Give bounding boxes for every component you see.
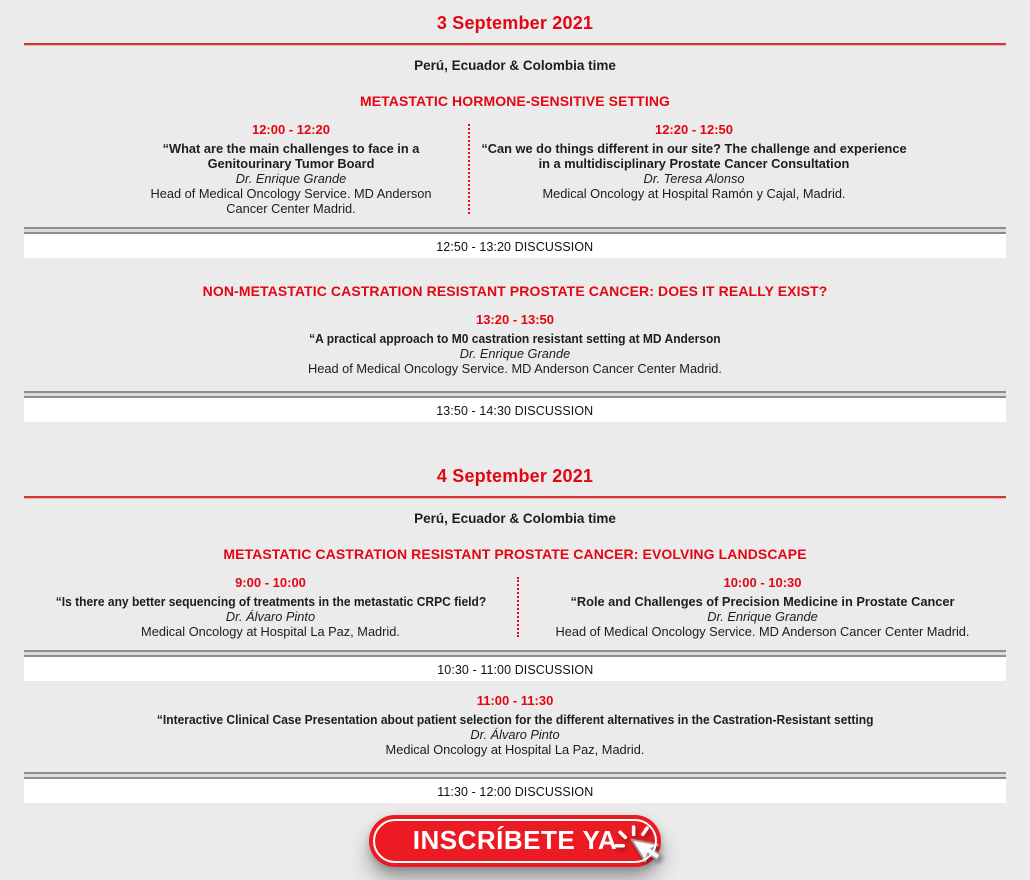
day1-session-row (24, 122, 1006, 216)
session-affiliation: Medical Oncology at Hospital La Paz, Madrid. (385, 742, 645, 757)
register-button-label: INSCRÍBETE YA (412, 824, 618, 855)
discussion-bar (0, 650, 1030, 681)
session-speaker: Dr. Teresa Alonso (643, 171, 745, 186)
day2-date-title: 4 September 2021 (436, 466, 594, 486)
session-affiliation: Head of Medical Oncology Service. MD Anderson Cancer Center Madrid. (308, 361, 722, 376)
session-time: 13:20 - 13:50 (475, 312, 555, 327)
session-speaker: Dr. Álvaro Pinto (470, 727, 560, 742)
session-title: “Can we do things different in our site? The challenge and experience in a multidisciplinary Prostate Cancer Consultation (481, 141, 907, 171)
session-time: 10:00 - 10:30 (723, 575, 802, 590)
discussion-label: 12:50 - 13:20 DISCUSSION (436, 238, 594, 254)
session-talk (0, 312, 1030, 376)
session-talk (24, 575, 517, 639)
double-rule (24, 227, 1006, 234)
discussion-bar (0, 772, 1030, 803)
discussion-label: 13:50 - 14:30 DISCUSSION (436, 402, 594, 418)
session-affiliation: Head of Medical Oncology Service. MD Anderson Cancer Center Madrid. (150, 186, 432, 216)
day2-timezone-note: Perú, Ecuador & Colombia time (414, 511, 616, 526)
session-title: “What are the main challenges to face in a Genitourinary Tumor Board (162, 141, 420, 171)
day1-timezone-note: Perú, Ecuador & Colombia time (414, 58, 616, 73)
cursor-click-icon (613, 825, 677, 880)
day2-divider-rule (24, 496, 1006, 498)
session-time: 12:20 - 12:50 (654, 122, 734, 137)
discussion-bar (0, 227, 1030, 258)
session-affiliation: Medical Oncology at Hospital Ramón y Cajal, Madrid. (542, 186, 846, 201)
session-time: 9:00 - 10:00 (235, 575, 306, 590)
discussion-label: 10:30 - 11:00 DISCUSSION (436, 661, 594, 677)
session-speaker: Dr. Enrique Grande (707, 609, 818, 624)
cta-container (0, 815, 1030, 867)
discussion-bar (0, 391, 1030, 422)
session-time: 11:00 - 11:30 (476, 693, 554, 708)
session-talk (519, 575, 1006, 639)
day1-date-title: 3 September 2021 (436, 13, 594, 33)
day1-divider-rule (24, 43, 1006, 45)
session-talk (24, 122, 468, 216)
session-speaker: Dr. Álvaro Pinto (225, 609, 316, 624)
session-speaker: Dr. Enrique Grande (235, 171, 347, 186)
double-rule (24, 772, 1006, 779)
day1-section1-title: METASTATIC HORMONE-SENSITIVE SETTING (359, 93, 671, 109)
session-talk (0, 693, 1030, 757)
session-talk (470, 122, 1006, 216)
double-rule (24, 391, 1006, 398)
discussion-label: 11:30 - 12:00 DISCUSSION (436, 783, 594, 799)
session-speaker: Dr. Enrique Grande (459, 346, 571, 361)
session-affiliation: Medical Oncology at Hospital La Paz, Madrid. (141, 624, 400, 639)
day2-section1-title: METASTATIC CASTRATION RESISTANT PROSTATE CANCER: EVOLVING LANDSCAPE (223, 546, 807, 562)
day1-section2-title: NON-METASTATIC CASTRATION RESISTANT PROSTATE CANCER: DOES IT REALLY EXIST? (202, 283, 828, 299)
session-affiliation: Head of Medical Oncology Service. MD Anderson Cancer Center Madrid. (555, 624, 970, 639)
register-button[interactable] (369, 815, 661, 867)
session-title: “Is there any better sequencing of treatments in the metastatic CRPC field? (55, 594, 486, 609)
double-rule (24, 650, 1006, 657)
session-title: “Role and Challenges of Precision Medicine in Prostate Cancer (570, 594, 955, 609)
session-time: 12:00 - 12:20 (251, 122, 331, 137)
day2-session-row (24, 575, 1006, 639)
session-title: “Interactive Clinical Case Presentation about patient selection for the different alternatives in the Castration-Resistant setting (156, 712, 874, 727)
session-title: “A practical approach to M0 castration resistant setting at MD Anderson (309, 331, 721, 346)
